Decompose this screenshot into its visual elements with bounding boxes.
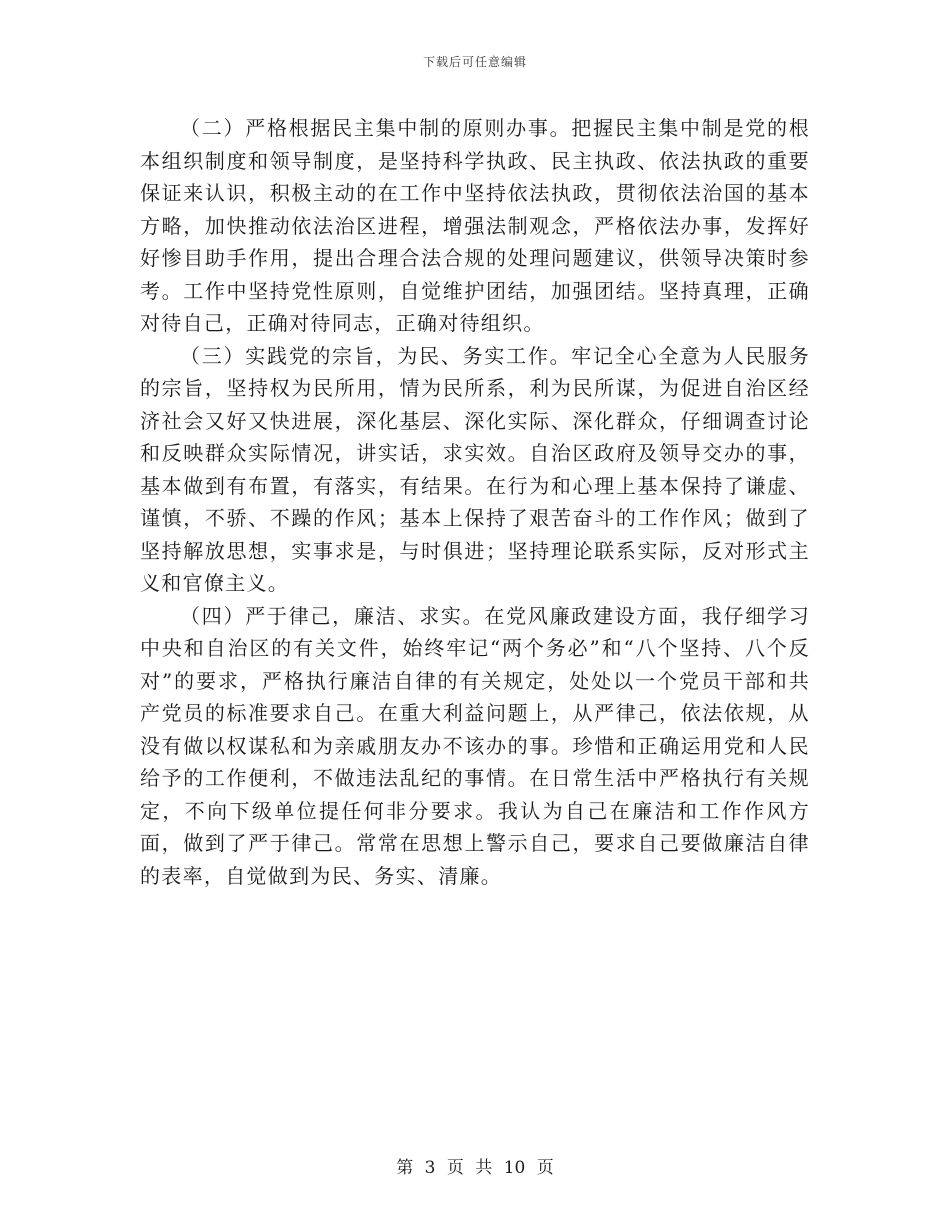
paragraph-section-2: （二）严格根据民主集中制的原则办事。把握民主集中制是党的根本组织制度和领导制度，是坚持科学执政、民主执政、依法执政的重要保证来认识，积极主动的在工作中坚持依法执政，贯彻依法治国的基本方略，加快推动依法治区进程，增强法制观念，严格依法办事，发挥好好惨目助手作用，提出合理合法合规的处理问题建议，供领导决策时参考。工作中坚持党性原则，自觉维护团结，加强团结。坚持真理，正确对待自己，正确对待同志，正确对待组织。 — [140, 116, 810, 335]
paragraph-section-4: （四）严于律己，廉洁、求实。在党风廉政建设方面，我仔细学习中央和自治区的有关文件，始终牢记“两个务必”和“八个坚持、八个反对”的要求，严格执行廉洁自律的有关规定，处处以一个党员干部和共产党员的标准要求自己。在重大利益问题上，从严律己，依法依规，从没有做以权谋私和为亲戚朋友办不该办的事。珍惜和正确运用党和人民给予的工作便利，不做违法乱纪的事情。在日常生活中严格执行有关规定，不向下级单位提任何非分要求。我认为自己在廉洁和工作作风方面，做到了严于律己。常常在思想上警示自己，要求自己要做廉洁自律的表率，自觉做到为民、务实、清廉。 — [140, 603, 810, 888]
paragraph-section-3: （三）实践党的宗旨，为民、务实工作。牢记全心全意为人民服务的宗旨，坚持权为民所用，情为民所系，利为民所谋，为促进自治区经济社会又好又快进展，深化基层、深化实际、深化群众，仔细调查讨论和反映群众实际情况，讲实话，求实效。自治区政府及领导交办的事，基本做到有布置，有落实，有结果。在行为和心理上基本保持了谦虚、谨慎，不骄、不躁的作风；基本上保持了艰苦奋斗的工作作风；做到了坚持解放思想，实事求是，与时俱进；坚持理论联系实际，反对形式主义和官僚主义。 — [140, 343, 810, 595]
page-number: 第 3 页 共 10 页 — [396, 1158, 554, 1178]
document-body — [140, 112, 810, 892]
page-header-note: 下载后可任意编辑 — [422, 55, 527, 69]
